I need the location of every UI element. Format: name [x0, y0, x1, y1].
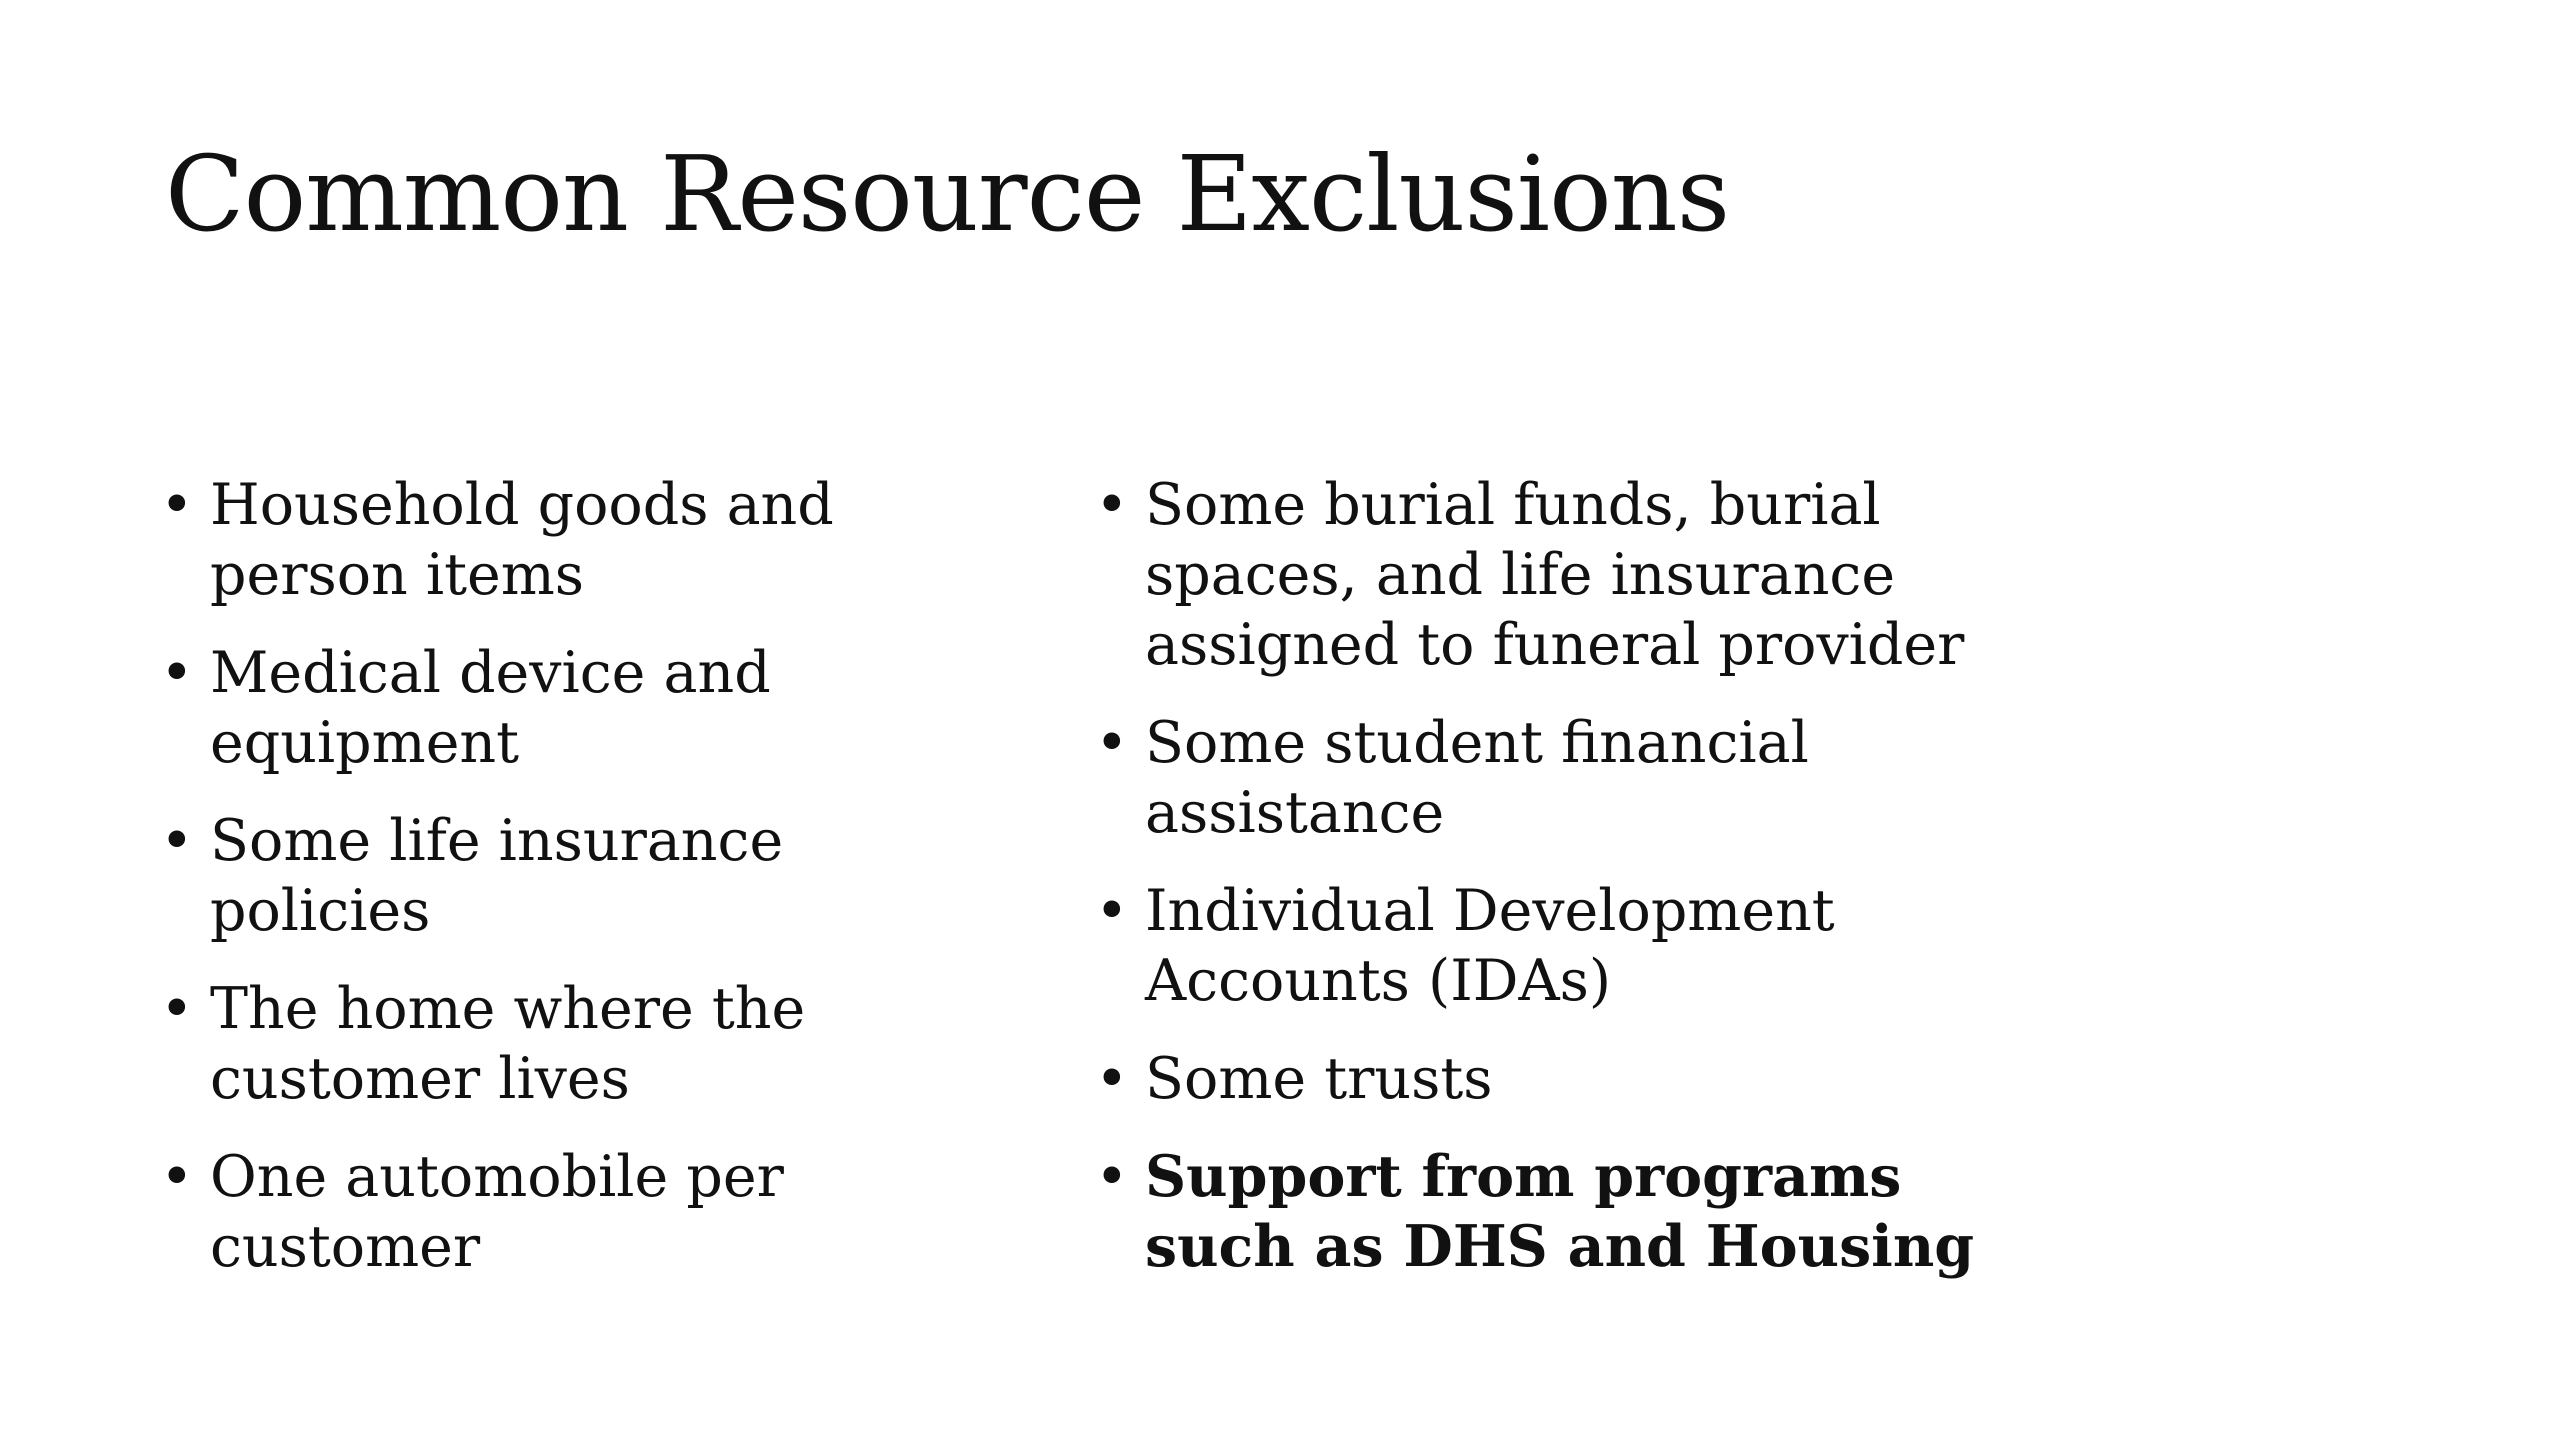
bullet-marker: •	[160, 472, 194, 538]
bullet-item	[160, 806, 1010, 946]
bullet-text: Some student financial assistance	[1145, 710, 1809, 846]
bullet-item	[1095, 708, 1975, 848]
bullet-text: Some trusts	[1145, 1046, 1493, 1112]
left-bullet-list	[160, 470, 1010, 1310]
bullet-text: Household goods and person items	[210, 472, 834, 608]
bullet-text: Medical device and equipment	[210, 640, 771, 776]
slide-title: Common Resource Exclusions	[165, 133, 1730, 255]
right-bullet-list	[1095, 470, 1975, 1310]
bullet-text: The home where the customer lives	[210, 976, 806, 1112]
bullet-text: Some burial funds, burial spaces, and life insurance assigned to funeral provider	[1145, 472, 1965, 678]
bullet-marker: •	[1095, 1144, 1129, 1210]
bullet-item	[1095, 876, 1975, 1016]
bullet-item	[160, 1142, 1010, 1282]
bullet-marker: •	[160, 976, 194, 1042]
bullet-text: One automobile per customer	[210, 1144, 784, 1280]
bullet-marker: •	[1095, 1046, 1129, 1112]
bullet-marker: •	[1095, 878, 1129, 944]
bullet-marker: •	[160, 1144, 194, 1210]
bullet-item	[1095, 470, 1975, 680]
bullet-item-emphasized	[1095, 1142, 1975, 1282]
bullet-marker: •	[1095, 710, 1129, 776]
bullet-text: Some life insurance policies	[210, 808, 784, 944]
bullet-marker: •	[160, 808, 194, 874]
bullet-text: Support from programs such as DHS and Housing	[1145, 1143, 1975, 1280]
bullet-item	[160, 470, 1010, 610]
bullet-item	[1095, 1044, 1975, 1114]
bullet-item	[160, 638, 1010, 778]
bullet-text: Individual Development Accounts (IDAs)	[1145, 878, 1835, 1014]
bullet-marker: •	[1095, 472, 1129, 538]
bullet-marker: •	[160, 640, 194, 706]
bullet-item	[160, 974, 1010, 1114]
